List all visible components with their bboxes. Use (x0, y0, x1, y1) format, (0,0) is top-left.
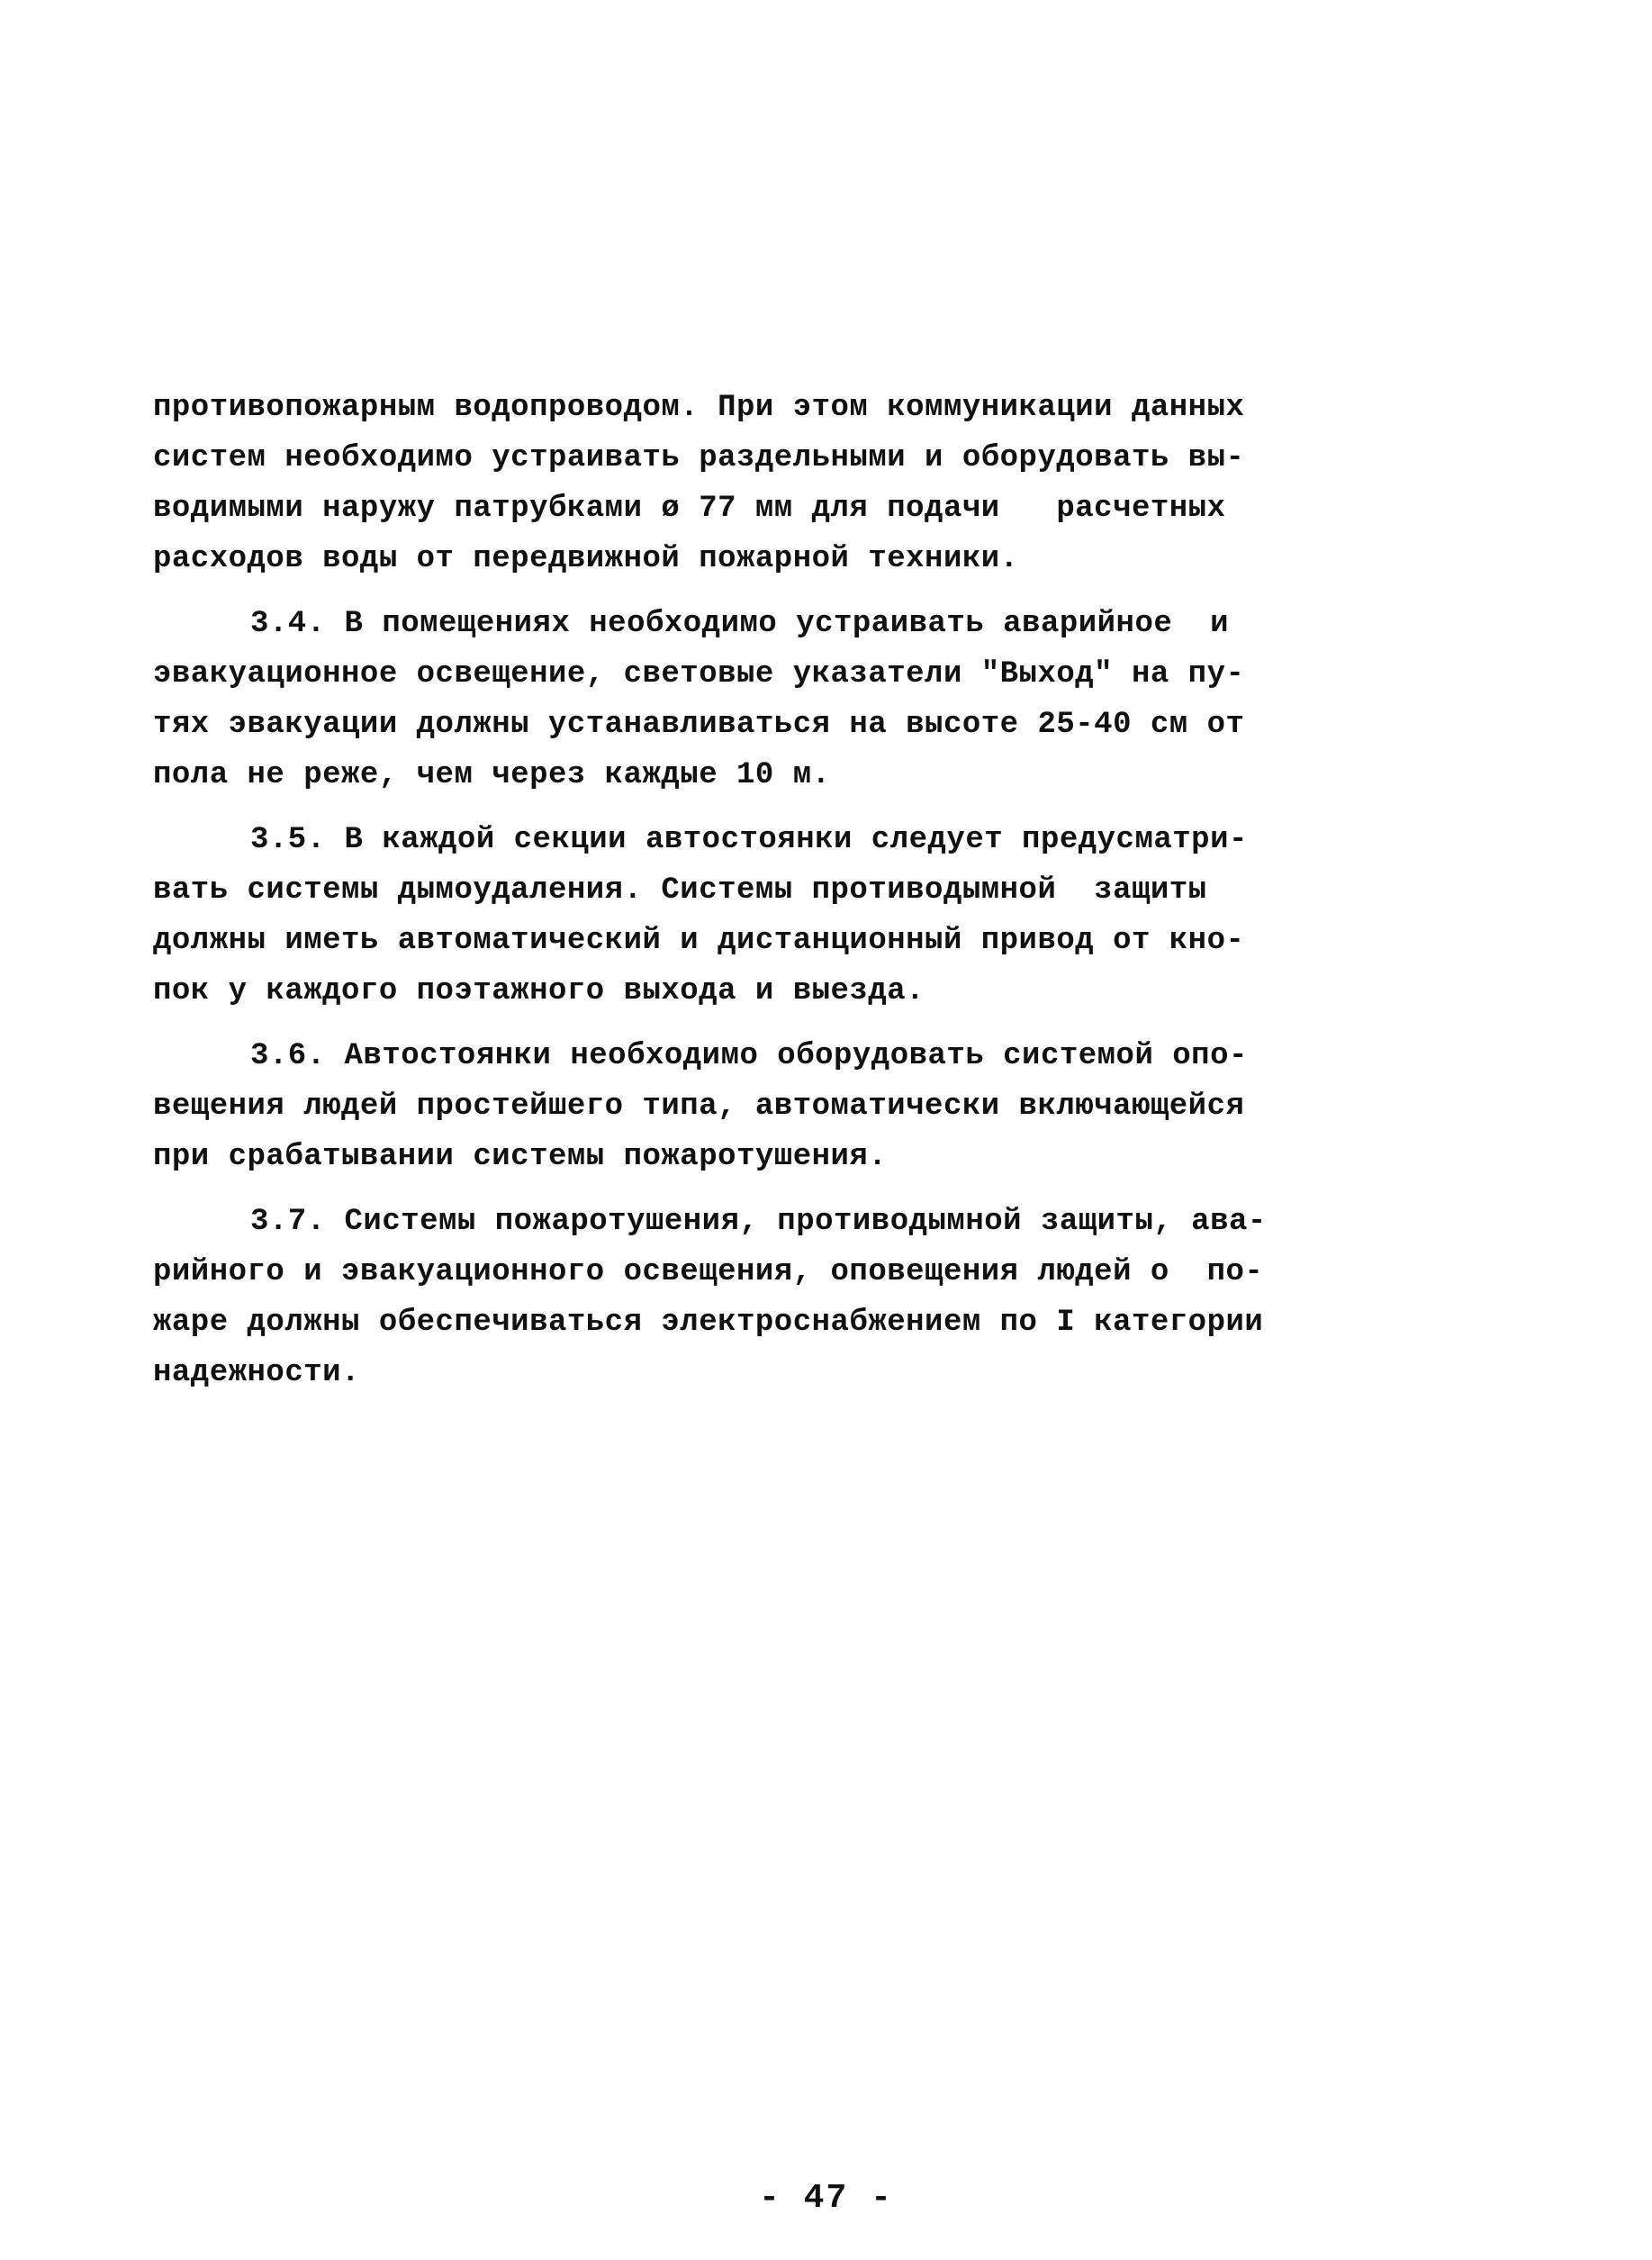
body-text (153, 383, 1305, 1398)
page-number: - 47 - (759, 2179, 893, 2218)
text-line: 3.7. Системы пожаротушения, противодымной защиты, ава- (250, 1205, 1267, 1239)
text-line: жаре должны обеспечиваться электроснабжением по I категории (153, 1306, 1264, 1340)
paragraph-gap (153, 1017, 1305, 1031)
text-line: 3.5. В каждой секции автостоянки следует предусматри- (250, 823, 1248, 857)
text-line: вать системы дымоудаления. Системы противодымной защиты (153, 873, 1207, 908)
text-line: пок у каждого поэтажного выхода и выезда. (153, 974, 925, 1008)
text-line: при срабатывании системы пожаротушения. (153, 1140, 888, 1174)
text-line: пола не реже, чем через каждые 10 м. (153, 758, 831, 792)
text-line: систем необходимо устраивать раздельными и оборудовать вы- (153, 441, 1245, 475)
text-line: тях эвакуации должны устанавливаться на высоте 25-40 см от (153, 708, 1245, 742)
text-line: эвакуационное освещение, световые указатели "Выход" на пу- (153, 657, 1245, 692)
text-line: должны иметь автоматический и дистанционный привод от кно- (153, 924, 1245, 958)
paragraph-gap (153, 584, 1305, 599)
text-line: надежности. (153, 1356, 360, 1390)
text-line: 3.6. Автостоянки необходимо оборудовать системой опо- (250, 1039, 1248, 1073)
text-line: водимыми наружу патрубками ø 77 мм для подачи расчетных (153, 492, 1226, 526)
paragraph-continuation (153, 383, 1305, 584)
text-line: противопожарным водопроводом. При этом коммуникации данных (153, 391, 1245, 425)
paragraph-3-7 (153, 1197, 1305, 1398)
text-line: 3.4. В помещениях необходимо устраивать аварийное и (250, 607, 1229, 641)
paragraph-3-6 (153, 1031, 1305, 1182)
paragraph-gap (153, 1182, 1305, 1197)
text-line: вещения людей простейшего типа, автоматически включающейся (153, 1089, 1245, 1124)
text-line: рийного и эвакуационного освещения, оповещения людей о по- (153, 1255, 1264, 1289)
paragraph-3-4 (153, 599, 1305, 800)
paragraph-3-5 (153, 815, 1305, 1017)
text-line: расходов воды от передвижной пожарной техники. (153, 542, 1019, 576)
paragraph-gap (153, 800, 1305, 815)
